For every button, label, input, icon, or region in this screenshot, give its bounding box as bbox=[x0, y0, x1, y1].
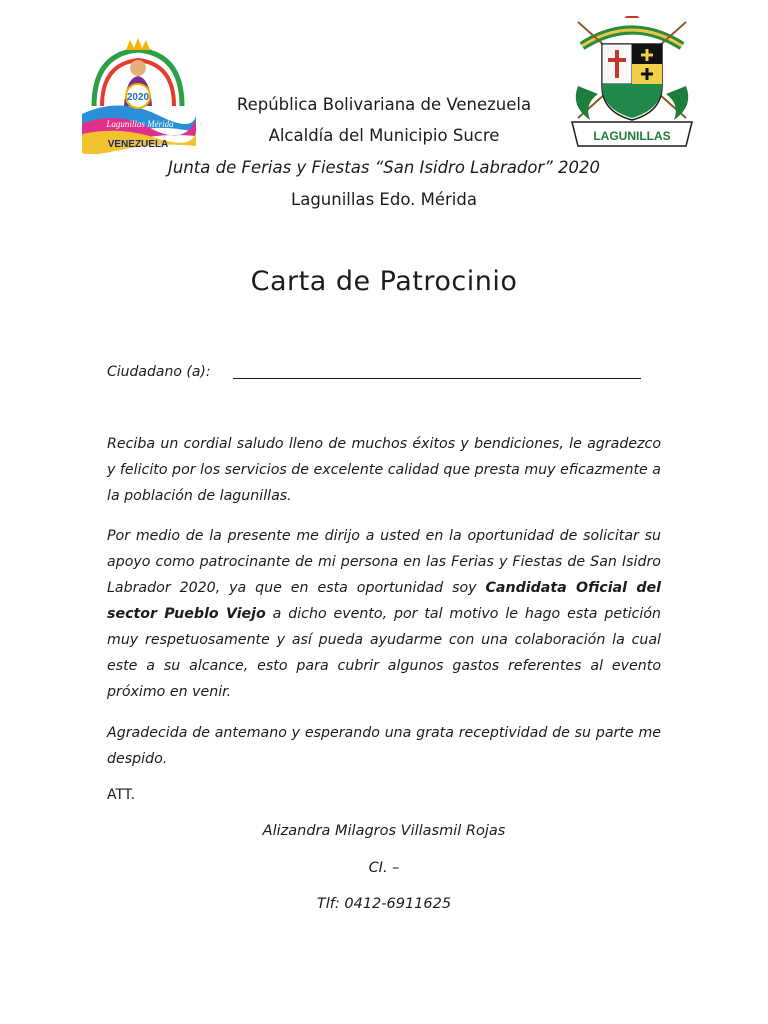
signature-name: Alizandra Milagros Villasmil Rojas bbox=[262, 823, 506, 839]
letter-title: Carta de Patrocinio bbox=[250, 266, 518, 297]
candidate-title: Candidata Oficial del sector Pueblo Viejo bbox=[107, 580, 661, 622]
citizen-blank-line bbox=[233, 378, 641, 379]
citizen-label: Ciudadano (a): bbox=[107, 364, 211, 380]
header-fair-board: Junta de Ferias y Fiestas “San Isidro Labrador” 2020 bbox=[168, 158, 600, 177]
header-municipality: Alcaldía del Municipio Sucre bbox=[268, 126, 500, 145]
closing-att: ATT. bbox=[107, 787, 136, 803]
header-location: Lagunillas Edo. Mérida bbox=[291, 190, 477, 209]
header-country: República Bolivariana de Venezuela bbox=[236, 95, 532, 114]
logo-year: 2020 bbox=[126, 92, 150, 103]
request-text-after: a dicho evento, por tal motivo le hago esta petición muy respetuosamente y así pueda ayudarme con una colaboración la cual este a su alcance, esto para cubrir algunos gastos referentes al evento próximo en venir. bbox=[107, 606, 661, 700]
signature-phone: Tlf: 0412-6911625 bbox=[316, 896, 452, 912]
logo-country-text: VENEZUELA bbox=[107, 139, 169, 150]
request-paragraph bbox=[107, 523, 661, 705]
greeting-paragraph: Reciba un cordial saludo lleno de muchos éxitos y bendiciones, le agradezco y felicito por los servicios de excelente calidad que presta muy eficazmente a la población de lagunillas. bbox=[107, 436, 661, 504]
coat-of-arms-label: LAGUNILLAS bbox=[593, 129, 671, 143]
farewell-paragraph: Agradecida de antemano y esperando una grata receptividad de su parte me despido. bbox=[107, 725, 661, 767]
signature-ci: CI. – bbox=[368, 860, 400, 876]
logo-place-text: Lagunillas Mérida bbox=[106, 119, 174, 129]
request-text-before: Por medio de la presente me dirijo a usted en la oportunidad de solicitar su apoyo como patrocinante de mi persona en las Ferias y Fiestas de San Isidro Labrador 2020, ya que en esta oportunidad soy bbox=[107, 528, 661, 596]
